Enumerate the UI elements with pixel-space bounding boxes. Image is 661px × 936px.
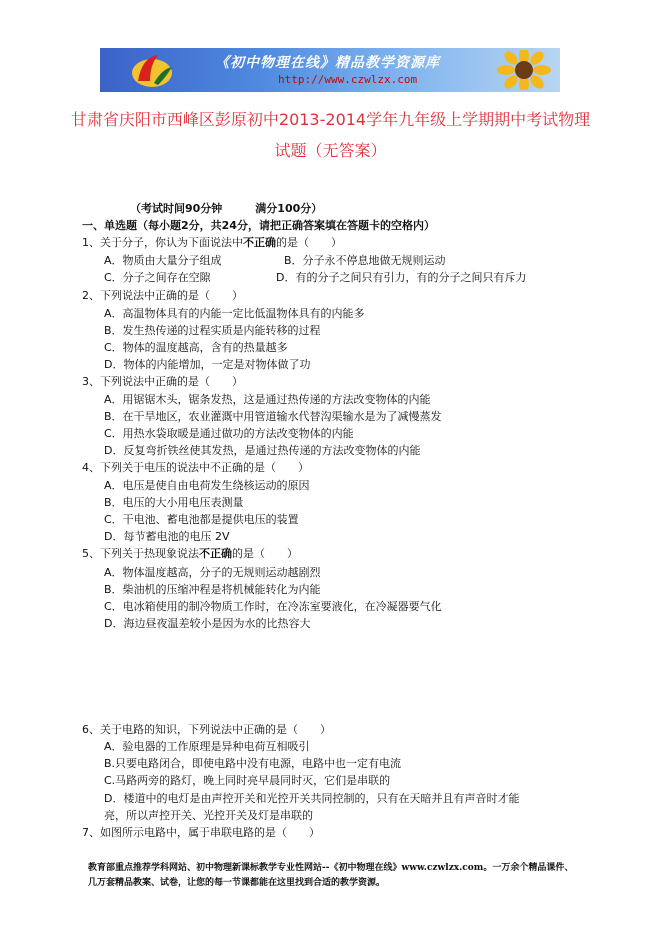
question-5-stem — [82, 547, 298, 561]
question-6-option-d-continued: 亮，所以声控开关、光控开关及灯是串联的 — [104, 809, 313, 822]
question-3-option-a: A．用锯锯木头，锯条发热，这是通过热传递的方法改变物体的内能 — [104, 393, 431, 406]
question-6-option-d: D．楼道中的电灯是由声控开关和光控开关共同控制的，只有在天暗并且有声音时才能 — [104, 792, 520, 805]
question-1-option-a: A．物质由大量分子组成 — [104, 254, 222, 267]
sunflower-icon — [492, 50, 556, 90]
footer-line1: 教育部重点推荐学科网站、初中物理新课标教学专业性网站--《初中物理在线》www.czwlzx.com。一万余个精品课件、 — [88, 863, 574, 873]
footer-line2: 几万套精品教案、试卷，让您的每一节课都能在这里找到合适的教学资源。 — [88, 878, 386, 888]
question-1-option-b: B．分子永不停息地做无规则运动 — [284, 254, 446, 267]
question-3-option-c: C．用热水袋取暖是通过做功的方法改变物体的内能 — [104, 427, 354, 440]
question-5-stem-post: 的是（ ） — [232, 547, 298, 560]
question-5-option-c: C．电冰箱使用的制冷物质工作时，在冷冻室要液化，在冷凝器要气化 — [104, 600, 442, 613]
question-5-option-b: B．柴油机的压缩冲程是将机械能转化为内能 — [104, 583, 321, 596]
question-6-option-b: B.只要电路闭合，即使电路中没有电源，电路中也一定有电流 — [104, 757, 402, 770]
exam-info: （考试时间90分钟 满分100分） — [130, 202, 323, 215]
question-7-stem: 7、如图所示电路中，属于串联电路的是（ ） — [82, 826, 320, 839]
question-1-option-d: D．有的分子之间只有引力，有的分子之间只有斥力 — [276, 271, 527, 284]
header-banner — [100, 48, 560, 92]
question-5-stem-pre: 5、下列关于热现象说法 — [82, 547, 199, 560]
question-3-option-d: D．反复弯折铁丝使其发热，是通过热传递的方法改变物体的内能 — [104, 444, 421, 457]
question-6-option-c: C.马路两旁的路灯，晚上同时亮早晨同时灭，它们是串联的 — [104, 774, 391, 787]
question-5-option-d: D．海边昼夜温差较小是因为水的比热容大 — [104, 617, 311, 630]
question-4-option-c: C．干电池、蓄电池都是提供电压的装置 — [104, 513, 299, 526]
question-1-option-c: C．分子之间存在空隙 — [104, 271, 211, 284]
question-2-option-c: C．物体的温度越高，含有的热量越多 — [104, 341, 288, 354]
question-1-stem-bold: 不正确 — [243, 236, 276, 249]
question-2-option-d: D．物体的内能增加，一定是对物体做了功 — [104, 358, 311, 371]
question-5-option-a: A．物体温度越高，分子的无规则运动越剧烈 — [104, 566, 321, 579]
question-4-option-d: D．每节蓄电池的电压 2V — [104, 530, 230, 543]
document-title-line1: 甘肃省庆阳市西峰区彭原初中2013-2014学年九年级上学期期中考试物理 — [70, 110, 591, 129]
section-heading: 一、单选题（每小题2分，共24分，请把正确答案填在答题卡的空格内） — [82, 219, 435, 232]
question-2-option-b: B．发生热传递的过程实质是内能转移的过程 — [104, 324, 321, 337]
question-5-stem-bold: 不正确 — [199, 547, 232, 560]
question-3-option-b: B．在干旱地区，农业灌溉中用管道输水代替沟渠输水是为了减慢蒸发 — [104, 410, 442, 423]
banner-title: 《初中物理在线》精品教学资源库 — [215, 55, 440, 71]
question-1-stem — [82, 236, 342, 250]
question-3-stem: 3、下列说法中正确的是（ ） — [82, 375, 243, 388]
banner-url[interactable]: http://www.czwlzx.com — [278, 73, 418, 86]
question-4-option-b: B．电压的大小用电压表测量 — [104, 496, 244, 509]
question-4-option-a: A．电压是使自由电荷发生绕核运动的原因 — [104, 479, 310, 492]
question-2-option-a: A．高温物体具有的内能一定比低温物体具有的内能多 — [104, 307, 365, 320]
question-1-stem-post: 的是（ ） — [276, 236, 342, 249]
question-2-stem: 2、下列说法中正确的是（ ） — [82, 289, 243, 302]
question-1-stem-pre: 1、关于分子，你认为下面说法中 — [82, 236, 243, 249]
question-6-stem: 6、关于电路的知识，下列说法中正确的是（ ） — [82, 723, 331, 736]
question-6-option-a: A．验电器的工作原理是异种电荷互相吸引 — [104, 740, 310, 753]
question-4-stem: 4、下列关于电压的说法中不正确的是（ ） — [82, 461, 309, 474]
document-title-line2: 试题（无答案） — [274, 141, 387, 160]
site-logo-icon — [128, 51, 174, 89]
